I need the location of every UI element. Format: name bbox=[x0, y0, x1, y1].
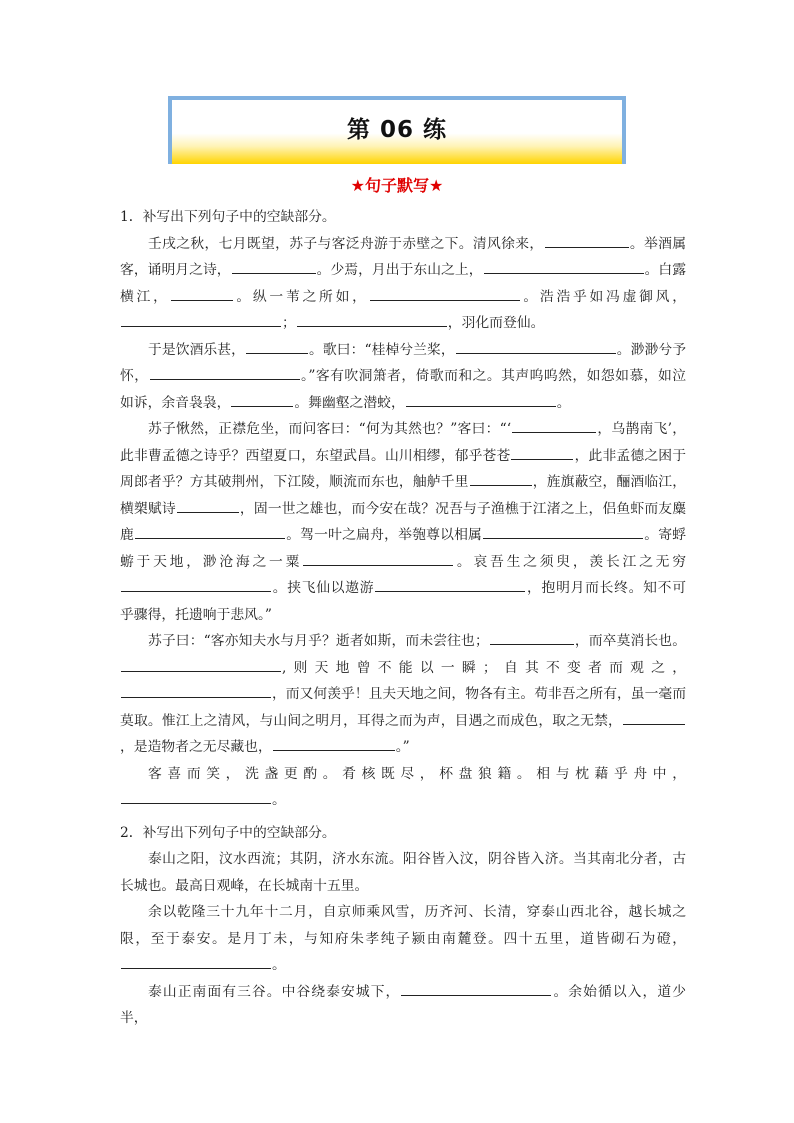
blank-line[interactable] bbox=[401, 980, 551, 996]
blank-line[interactable] bbox=[232, 258, 316, 274]
blank-line[interactable] bbox=[545, 232, 629, 248]
blank-line[interactable] bbox=[406, 391, 556, 407]
blank-line[interactable] bbox=[171, 285, 233, 301]
blank-line[interactable] bbox=[512, 417, 596, 433]
blank-line[interactable] bbox=[483, 523, 643, 539]
blank-line[interactable] bbox=[135, 523, 285, 539]
blank-line[interactable] bbox=[623, 709, 685, 725]
page-title: 第 06 练 bbox=[346, 116, 448, 143]
question-2-label: 2．补写出下列句子中的空缺部分。 bbox=[120, 824, 336, 841]
blank-line[interactable] bbox=[121, 311, 281, 327]
title-banner bbox=[168, 96, 626, 164]
q1-paragraph-1: 壬戌之秋，七月既望，苏子与客泛舟游于赤壁之下。清风徐来， 。举酒属客，诵明月之诗， 。少焉，月出于东山之上， 。白露横江， 。纵一苇之所如， 。浩浩乎如冯虚御风，； ，羽化而登仙。 bbox=[120, 231, 686, 337]
blank-line[interactable] bbox=[297, 311, 447, 327]
blank-line[interactable] bbox=[121, 656, 281, 672]
blank-line[interactable] bbox=[246, 338, 308, 354]
blank-line[interactable] bbox=[470, 470, 532, 486]
blank-line[interactable] bbox=[273, 735, 395, 751]
blank-line[interactable] bbox=[121, 953, 271, 969]
blank-line[interactable] bbox=[303, 550, 453, 566]
blank-line[interactable] bbox=[177, 497, 239, 513]
blank-line[interactable] bbox=[121, 576, 271, 592]
q2-paragraph-1: 泰山之阳，汶水西流；其阴，济水东流。阳谷皆入汶，阴谷皆入济。当其南北分者，古长城也。最高日观峰，在长城南十五里。 bbox=[120, 851, 686, 894]
q1-paragraph-4: 苏子曰：“客亦知夫水与月乎？逝者如斯，而未尝往也； ，而卒莫消长也。,则天地曾不能以一瞬；自其不变者而观之，，而又何羡乎！且夫天地之间，物各有主。苟非吾之所有，虽一毫而莫取。惟江上之清风，与山间之明月，耳得之而为声，目遇之而成色，取之无禁，，是造物者之无尽藏也， 。” bbox=[120, 628, 686, 761]
blank-line[interactable] bbox=[490, 629, 574, 645]
blank-line[interactable] bbox=[456, 338, 616, 354]
q2-paragraph-2: 余以乾隆三十九年十二月，自京师乘风雪，历齐河、长清，穿泰山西北谷，越长城之限，至于泰安。是月丁未，与知府朱孝纯子颍由南麓登。四十五里，道皆砌石为磴，。 bbox=[120, 904, 686, 973]
blank-line[interactable] bbox=[511, 444, 573, 460]
blank-line[interactable] bbox=[121, 682, 271, 698]
blank-line[interactable] bbox=[231, 391, 293, 407]
blank-line[interactable] bbox=[484, 258, 644, 274]
q2-paragraph-3: 泰山正南面有三谷。中谷绕泰安城下， 。余始循以入，道少半， bbox=[120, 979, 686, 1032]
blank-line[interactable] bbox=[121, 788, 271, 804]
section-title: ★句子默写★ bbox=[350, 176, 444, 195]
document-body bbox=[120, 204, 686, 1032]
q1-paragraph-3: 苏子愀然，正襟危坐，而问客曰：“何为其然也？”客曰：“‘ ，乌鹊南飞’，此非曹孟德之诗乎？西望夏口，东望武昌。山川相缪，郁乎苍苍 ，此非孟德之困于周郎者乎？方其破荆州，下江陵，顺流而东也，舳舻千里 ，旌旗蔽空，酾酒临江，横槊赋诗 ，固一世之雄也，而今安在哉？况吾与子渔樵于江渚之上，侣鱼虾而友麋鹿 。驾一叶之扁舟，举匏尊以相属 。寄蜉蝣于天地，渺沧海之一粟 。哀吾生之须臾，羡长江之无穷。挟飞仙以遨游 ，抱明月而长终。知不可乎骤得，托遗响于悲风。” bbox=[120, 416, 686, 628]
question-1-label: 1．补写出下列句子中的空缺部分。 bbox=[120, 209, 336, 225]
blank-line[interactable] bbox=[375, 576, 525, 592]
blank-line[interactable] bbox=[150, 364, 300, 380]
blank-line[interactable] bbox=[370, 285, 520, 301]
q1-paragraph-5: 客喜而笑，洗盏更酌。肴核既尽，杯盘狼籍。相与枕藉乎舟中，。 bbox=[120, 761, 686, 814]
q1-paragraph-2: 于是饮酒乐甚， 。歌曰：“桂棹兮兰桨， 。渺渺兮予怀， 。”客有吹洞箫者，倚歌而和之。其声呜呜然，如怨如慕，如泣如诉，余音袅袅， 。舞幽壑之潜蛟， 。 bbox=[120, 337, 686, 417]
